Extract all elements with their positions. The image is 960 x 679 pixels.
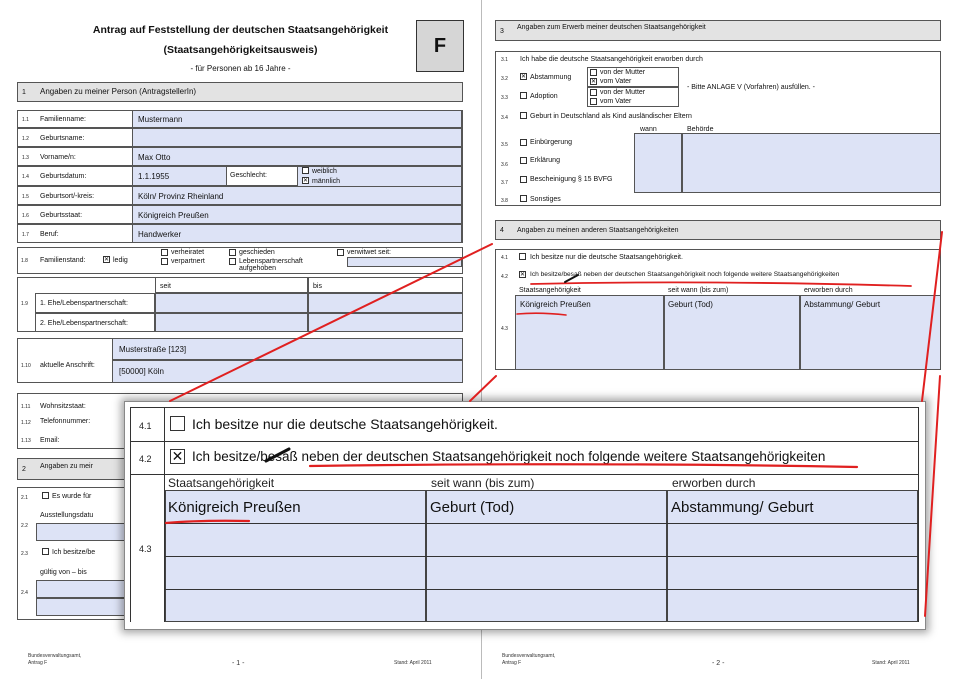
row-number: 3.3 — [501, 95, 508, 101]
col-acquired-header: erworben durch — [672, 476, 756, 490]
field-label: Beruf: — [40, 230, 59, 238]
connector-line-right-top — [922, 232, 942, 401]
father-label: vom Vater — [600, 78, 632, 85]
sonstiges-label: Sonstiges — [530, 196, 561, 203]
row-number: 1.7 — [22, 231, 29, 238]
small-other-nationality-label: Ich besitze/besaß neben der deutschen Staatsangehörigkeit noch folgende weitere Staatsangehörigkeiten — [530, 271, 840, 278]
section-number: 1 — [22, 89, 26, 96]
footer-stand: Stand: April 2011 — [872, 660, 910, 666]
field-label: Vorname/n: — [40, 153, 76, 161]
field-label: Geburtsdatum: — [40, 173, 87, 180]
gender-label: Geschlecht: — [230, 172, 267, 179]
row-number: 1.1 — [22, 117, 29, 123]
form-subtitle: (Staatsangehörigkeitsausweis) — [163, 44, 318, 56]
footer-page-number: - 1 - — [232, 660, 245, 667]
field-value: Königreich Preußen — [138, 210, 209, 220]
marital-verwitwet-label: verwitwet seit: — [347, 249, 391, 256]
section-number: 3 — [500, 28, 504, 35]
small-col-nationality: Staatsangehörigkeit — [519, 287, 581, 294]
col-authority: Behörde — [687, 126, 714, 133]
form-audience: - für Personen ab 16 Jahre - — [190, 64, 291, 73]
form-letter-badge: F — [416, 20, 464, 72]
field-value: Mustermann — [138, 115, 183, 124]
section-2-3-label: Ich besitze/be — [52, 549, 96, 556]
row-number: 2.3 — [21, 551, 28, 557]
connector-line-right-bottom — [925, 376, 940, 616]
marriage-1-label: 1. Ehe/Lebenspartnerschaft: — [40, 300, 128, 307]
strike-mark-small — [565, 275, 578, 282]
einbuergerung-label: Einbürgerung — [530, 139, 573, 146]
marital-verheiratet-label: verheiratet — [171, 249, 205, 256]
small-col-acquired: erworben durch — [804, 287, 853, 294]
marital-geschieden-label: geschieden — [239, 249, 275, 256]
connector-line-middle — [470, 376, 496, 401]
small-col-since: seit wann (bis zum) — [668, 287, 729, 294]
field-value: Köln/ Provinz Rheinland — [138, 191, 224, 201]
entry-acquired: Abstammung/ Geburt — [671, 499, 814, 516]
row-number: 1.11 — [21, 404, 31, 410]
gender-female-label: weiblich — [312, 168, 337, 175]
footer-form: Antrag F — [28, 660, 48, 666]
field-label: Geburtsname: — [40, 134, 85, 142]
email-label: Email: — [40, 437, 60, 444]
marital-label: Familienstand: — [40, 257, 86, 264]
small-entry-acquired: Abstammung/ Geburt — [804, 300, 881, 309]
other-nationality-label: Ich besitze/besaß neben der deutschen Staatsangehörigkeit noch folgende weitere Staatsangehörigkeiten — [192, 449, 826, 464]
marriage-2-label: 2. Ehe/Lebenspartnerschaft: — [40, 320, 128, 327]
row-number: 1.2 — [22, 135, 29, 142]
row-number: 3.5 — [501, 142, 508, 148]
acquisition-intro: Ich habe die deutsche Staatsangehörigkeit erworben durch — [520, 56, 703, 63]
row-number: 4.2 — [501, 274, 508, 280]
section-2-4-label: gültig von – bis — [40, 569, 87, 576]
field-value: Handwerker — [138, 229, 182, 239]
red-annotations — [166, 232, 942, 616]
row-number: 2.2 — [21, 523, 28, 529]
bescheinigung-label: Bescheinigung § 15 BVFG — [530, 176, 613, 183]
section-title: Angaben zu meiner Person (AntragstellerIn) — [40, 87, 197, 96]
section-title: Angaben zum Erwerb meiner deutschen Staatsangehörigkeit — [517, 24, 706, 31]
row-number: 3.7 — [501, 180, 508, 186]
small-entry-since: Geburt (Tod) — [668, 300, 713, 309]
row-number: 1.5 — [22, 193, 29, 200]
connector-line-left — [170, 244, 492, 401]
row-number: 3.1 — [501, 57, 508, 63]
row-number: 2.1 — [21, 495, 28, 501]
mother-label: von der Mutter — [600, 69, 646, 76]
field-label: Geburtsstaat: — [40, 211, 83, 219]
row-number: 1.4 — [22, 174, 29, 180]
col-since-header: seit wann (bis zum) — [431, 476, 535, 490]
abstammung-label: Abstammung — [530, 74, 572, 81]
marital-ledig-label: ledig — [113, 257, 128, 264]
section-2-2-label: Ausstellungsdatu — [40, 512, 94, 519]
footer-stand: Stand: April 2011 — [394, 660, 432, 666]
row-number: 1.3 — [22, 154, 29, 161]
adoption-label: Adoption — [530, 93, 558, 100]
erklaerung-label: Erklärung — [530, 157, 560, 164]
address-street-value: Musterstraße [123] — [119, 345, 187, 354]
zoom-row-number: 4.1 — [139, 421, 152, 431]
row-number: 1.12 — [21, 420, 31, 426]
small-underline — [531, 282, 911, 286]
phone-label: Telefonnummer: — [40, 418, 91, 425]
marital-aufgehoben-label: Lebenspartnerschaft aufgehoben — [239, 258, 303, 272]
field-label: Geburtsort/-kreis: — [40, 192, 95, 200]
address-label: aktuelle Anschrift: — [40, 362, 95, 369]
row-number: 3.8 — [501, 198, 508, 204]
mother-label: von der Mutter — [600, 89, 646, 96]
row-number: 4.3 — [501, 326, 508, 332]
black-strike-marks — [266, 275, 578, 461]
anlage-note: - Bitte ANLAGE V (Vorfahren) ausfüllen. - — [687, 84, 816, 91]
row-number: 4.1 — [501, 255, 508, 261]
address-city-value: [50000] Köln — [119, 367, 164, 376]
small-only-german-label: Ich besitze nur die deutsche Staatsangehörigkeit. — [530, 254, 683, 261]
zoom-underline-country — [166, 521, 249, 523]
father-label: vom Vater — [600, 98, 632, 105]
row-number: 1.8 — [21, 258, 28, 264]
footer-form: Antrag F — [502, 660, 522, 666]
birth-germany-label: Geburt in Deutschland als Kind ausländischer Eltern — [530, 113, 692, 120]
field-value: Max Otto — [138, 152, 171, 162]
row-number: 2.4 — [21, 590, 28, 596]
row-number: 3.6 — [501, 162, 508, 168]
small-entry-country: Königreich Preußen — [520, 300, 591, 309]
marriage-since-label: seit — [160, 283, 171, 290]
zoom-row-number: 4.2 — [139, 454, 152, 464]
small-underline-country — [517, 313, 566, 315]
section-title: Angaben zu meinen anderen Staatsangehörigkeiten — [517, 227, 679, 234]
marriage-until-label: bis — [313, 283, 322, 290]
section-number: 4 — [500, 227, 504, 234]
zoom-underline-sentence — [310, 464, 857, 467]
only-german-label: Ich besitze nur die deutsche Staatsangehörigkeit. — [192, 416, 498, 432]
entry-country: Königreich Preußen — [168, 499, 301, 516]
zoom-row-number: 4.3 — [139, 544, 152, 554]
entry-since: Geburt (Tod) — [430, 499, 515, 516]
section-title: Angaben zu meir — [40, 463, 93, 470]
residence-label: Wohnsitzstaat: — [40, 403, 86, 410]
row-number: 1.13 — [21, 438, 31, 444]
other-nationality-checkbox[interactable]: ✕ — [171, 448, 184, 464]
marital-verpartnert-label: verpartnert — [171, 258, 205, 265]
field-value: 1.1.1955 — [138, 172, 170, 181]
field-label: Familienname: — [40, 116, 86, 123]
col-when: wann — [640, 126, 657, 133]
row-number: 1.10 — [21, 363, 31, 369]
section-2-1-label: Es wurde für — [52, 493, 92, 500]
gender-male-label: männlich — [312, 178, 341, 185]
footer-org: Bundesverwaltungsamt, — [502, 653, 556, 659]
strike-mark-zoom — [266, 449, 289, 461]
row-number: 1.6 — [22, 212, 29, 219]
footer-org: Bundesverwaltungsamt, — [28, 653, 82, 659]
footer-page-number: - 2 - — [712, 660, 725, 667]
section-number: 2 — [22, 466, 26, 473]
row-number: 3.2 — [501, 76, 508, 82]
col-nationality-header: Staatsangehörigkeit — [168, 476, 275, 490]
row-number: 3.4 — [501, 115, 508, 121]
row-number: 1.9 — [21, 301, 28, 307]
form-title: Antrag auf Feststellung der deutschen Staatsangehörigkeit — [92, 24, 389, 36]
